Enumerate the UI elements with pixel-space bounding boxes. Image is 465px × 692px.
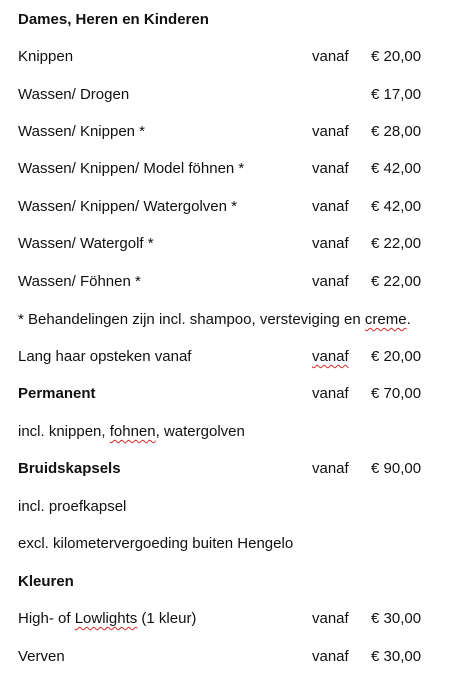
price-row-wassen-fohnen (0, 271, 465, 293)
section-header-dames-heren-kinderen (0, 9, 465, 31)
price-prefix: vanaf (312, 385, 349, 402)
section-title: Bruidskapsels (18, 460, 121, 477)
bruid-includes (0, 496, 465, 518)
price-row-high-lowlights (0, 608, 465, 630)
spellcheck-word: Lowlights (74, 610, 138, 627)
service-name: Wassen/ Knippen/ Watergolven * (18, 198, 238, 215)
treatment-note (0, 309, 465, 331)
section-title: Kleuren (18, 573, 74, 590)
price: € 30,00 (371, 648, 422, 665)
price: € 22,00 (371, 273, 422, 290)
price-prefix: vanaf (312, 123, 349, 140)
price-prefix: vanaf (312, 273, 349, 290)
price: € 42,00 (371, 160, 422, 177)
service-name: Wassen/ Föhnen * (18, 273, 141, 290)
price-prefix: vanaf (312, 48, 349, 65)
section-title: Permanent (18, 385, 96, 402)
price-prefix: vanaf (312, 198, 349, 215)
service-name: Wassen/ Watergolf * (18, 235, 154, 252)
price-row-wassen-knippen-model-fohnen (0, 158, 465, 180)
price-prefix: vanaf (312, 348, 349, 365)
section-header-kleuren (0, 571, 465, 593)
service-name: Verven (18, 648, 65, 665)
permanent-includes (0, 421, 465, 443)
price-prefix: vanaf (312, 160, 349, 177)
price-prefix: vanaf (312, 460, 349, 477)
note-text: * Behandelingen zijn incl. shampoo, versteviging en creme. (18, 311, 411, 328)
price-row-knippen (0, 46, 465, 68)
service-name: Wassen/ Knippen/ Model föhnen * (18, 160, 245, 177)
service-name: Lang haar opsteken vanaf (18, 348, 192, 365)
service-name: Wassen/ Drogen (18, 86, 130, 103)
includes-text: incl. knippen, fohnen, watergolven (18, 423, 245, 440)
service-name: Knippen (18, 48, 74, 65)
price-row-wassen-knippen-watergolven (0, 196, 465, 218)
price: € 42,00 (371, 198, 422, 215)
price: € 28,00 (371, 123, 422, 140)
spellcheck-word: fohnen (109, 423, 156, 440)
price: € 70,00 (371, 385, 422, 402)
price-row-lang-haar-opsteken (0, 346, 465, 368)
excludes-text: excl. kilometervergoeding buiten Hengelo (18, 535, 294, 552)
service-name: Wassen/ Knippen * (18, 123, 146, 140)
section-header-permanent (0, 383, 465, 405)
price-prefix: vanaf (312, 235, 349, 252)
price: € 17,00 (371, 86, 422, 103)
price: € 20,00 (371, 348, 422, 365)
price-row-wassen-drogen (0, 84, 465, 106)
price-row-verven (0, 646, 465, 668)
price: € 30,00 (371, 610, 422, 627)
price-row-wassen-watergolf (0, 233, 465, 255)
section-header-bruidskapsels (0, 458, 465, 480)
price: € 90,00 (371, 460, 422, 477)
price-row-wassen-knippen (0, 121, 465, 143)
price-prefix: vanaf (312, 648, 349, 665)
service-name: High- of Lowlights (1 kleur) (18, 610, 197, 627)
spellcheck-word: creme (364, 311, 407, 328)
price: € 22,00 (371, 235, 422, 252)
section-title: Dames, Heren en Kinderen (18, 11, 209, 28)
price-prefix: vanaf (312, 610, 349, 627)
bruid-excludes (0, 533, 465, 555)
includes-text: incl. proefkapsel (18, 498, 127, 515)
price: € 20,00 (371, 48, 422, 65)
